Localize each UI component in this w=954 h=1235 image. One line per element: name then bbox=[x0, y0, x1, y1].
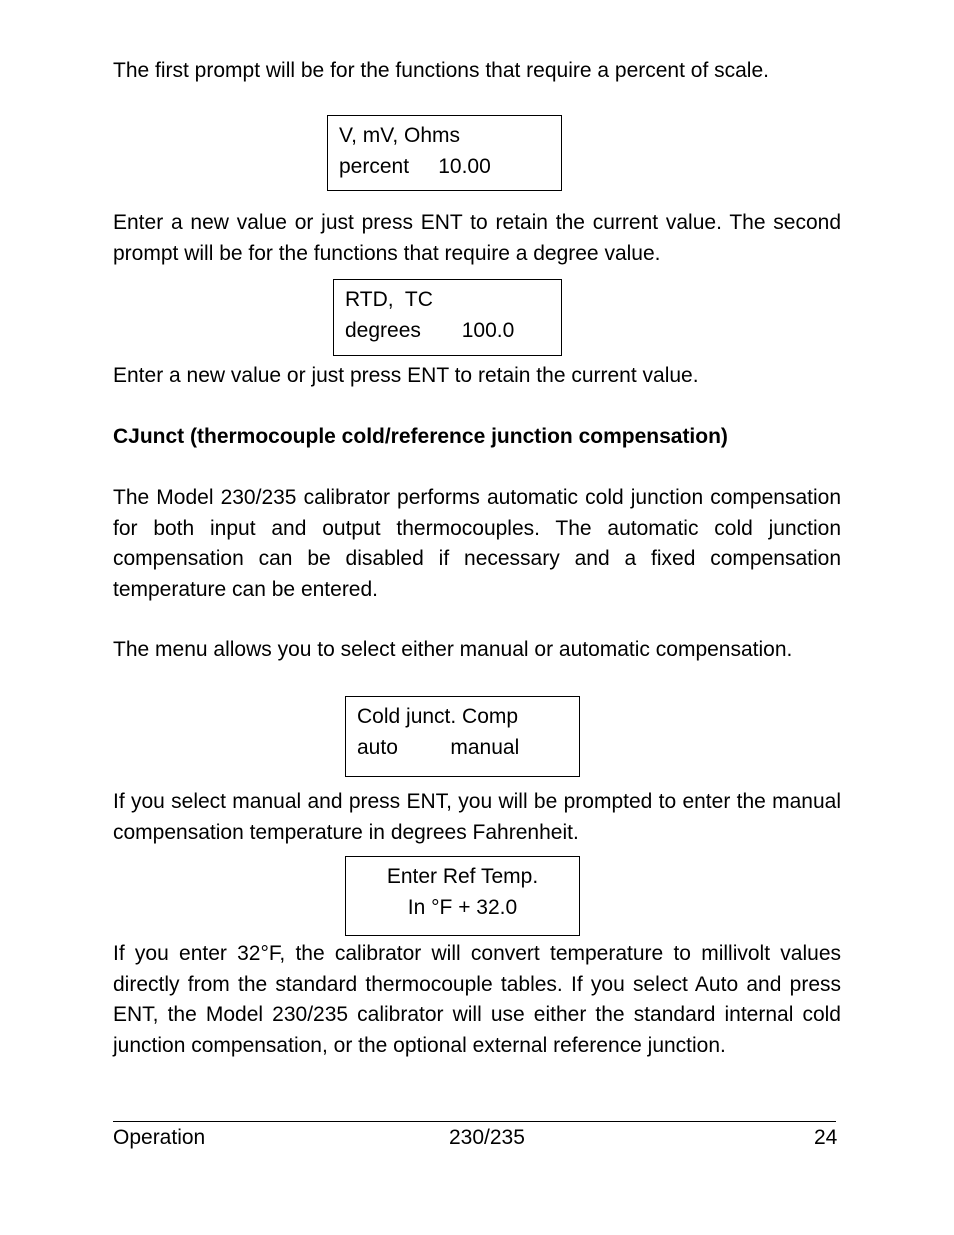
footer-section: Operation bbox=[113, 1126, 206, 1149]
display-degree-prompt bbox=[333, 279, 562, 356]
paragraph-menu-select: The menu allows you to select either manual or automatic compensation. bbox=[113, 638, 793, 661]
display-line-1: Enter Ref Temp. bbox=[386, 865, 539, 888]
footer-model: 230/235 bbox=[449, 1126, 525, 1149]
display-line-2: auto manual bbox=[357, 735, 520, 759]
paragraph-percent-prompt: The first prompt will be for the functions that require a percent of scale. bbox=[113, 59, 769, 82]
display-line-1: V, mV, Ohms bbox=[339, 124, 460, 147]
footer-page-number: 24 bbox=[814, 1126, 838, 1149]
display-percent-prompt bbox=[327, 115, 562, 191]
paragraph-degree-prompt: Enter a new value or just press ENT to retain the current value. The second prompt will be for the functions that require a degree value. bbox=[113, 211, 841, 265]
display-enter-ref-temp bbox=[345, 856, 580, 936]
paragraph-cold-junction-intro: The Model 230/235 calibrator performs automatic cold junction compensation for both input and output thermocouples. The automatic cold junction compensation can be disabled if necessary and a fixed compensation temperature can be entered. bbox=[113, 486, 841, 601]
display-line-2: percent 10.00 bbox=[339, 154, 491, 178]
display-line-2: degrees 100.0 bbox=[345, 318, 515, 342]
section-heading: CJunct (thermocouple cold/reference junction compensation) bbox=[113, 425, 728, 448]
display-line-1: Cold junct. Comp bbox=[357, 705, 519, 728]
display-line-1: RTD, TC bbox=[345, 288, 433, 311]
display-cold-junct-comp bbox=[345, 696, 580, 777]
paragraph-manual-select: If you select manual and press ENT, you will be prompted to enter the manual compensation temperature in degrees Fahrenheit. bbox=[113, 790, 841, 844]
display-line-2: In °F + 32.0 bbox=[407, 895, 518, 919]
paragraph-32f-explanation: If you enter 32°F, the calibrator will convert temperature to millivolt values directly from the standard thermocouple tables. If you select Auto and press ENT, the Model 230/235 calibrator will use either the standard internal cold junction compensation, or the optional external reference junction. bbox=[113, 942, 841, 1057]
footer-rule bbox=[113, 1121, 836, 1122]
paragraph-retain-value: Enter a new value or just press ENT to retain the current value. bbox=[113, 364, 699, 387]
